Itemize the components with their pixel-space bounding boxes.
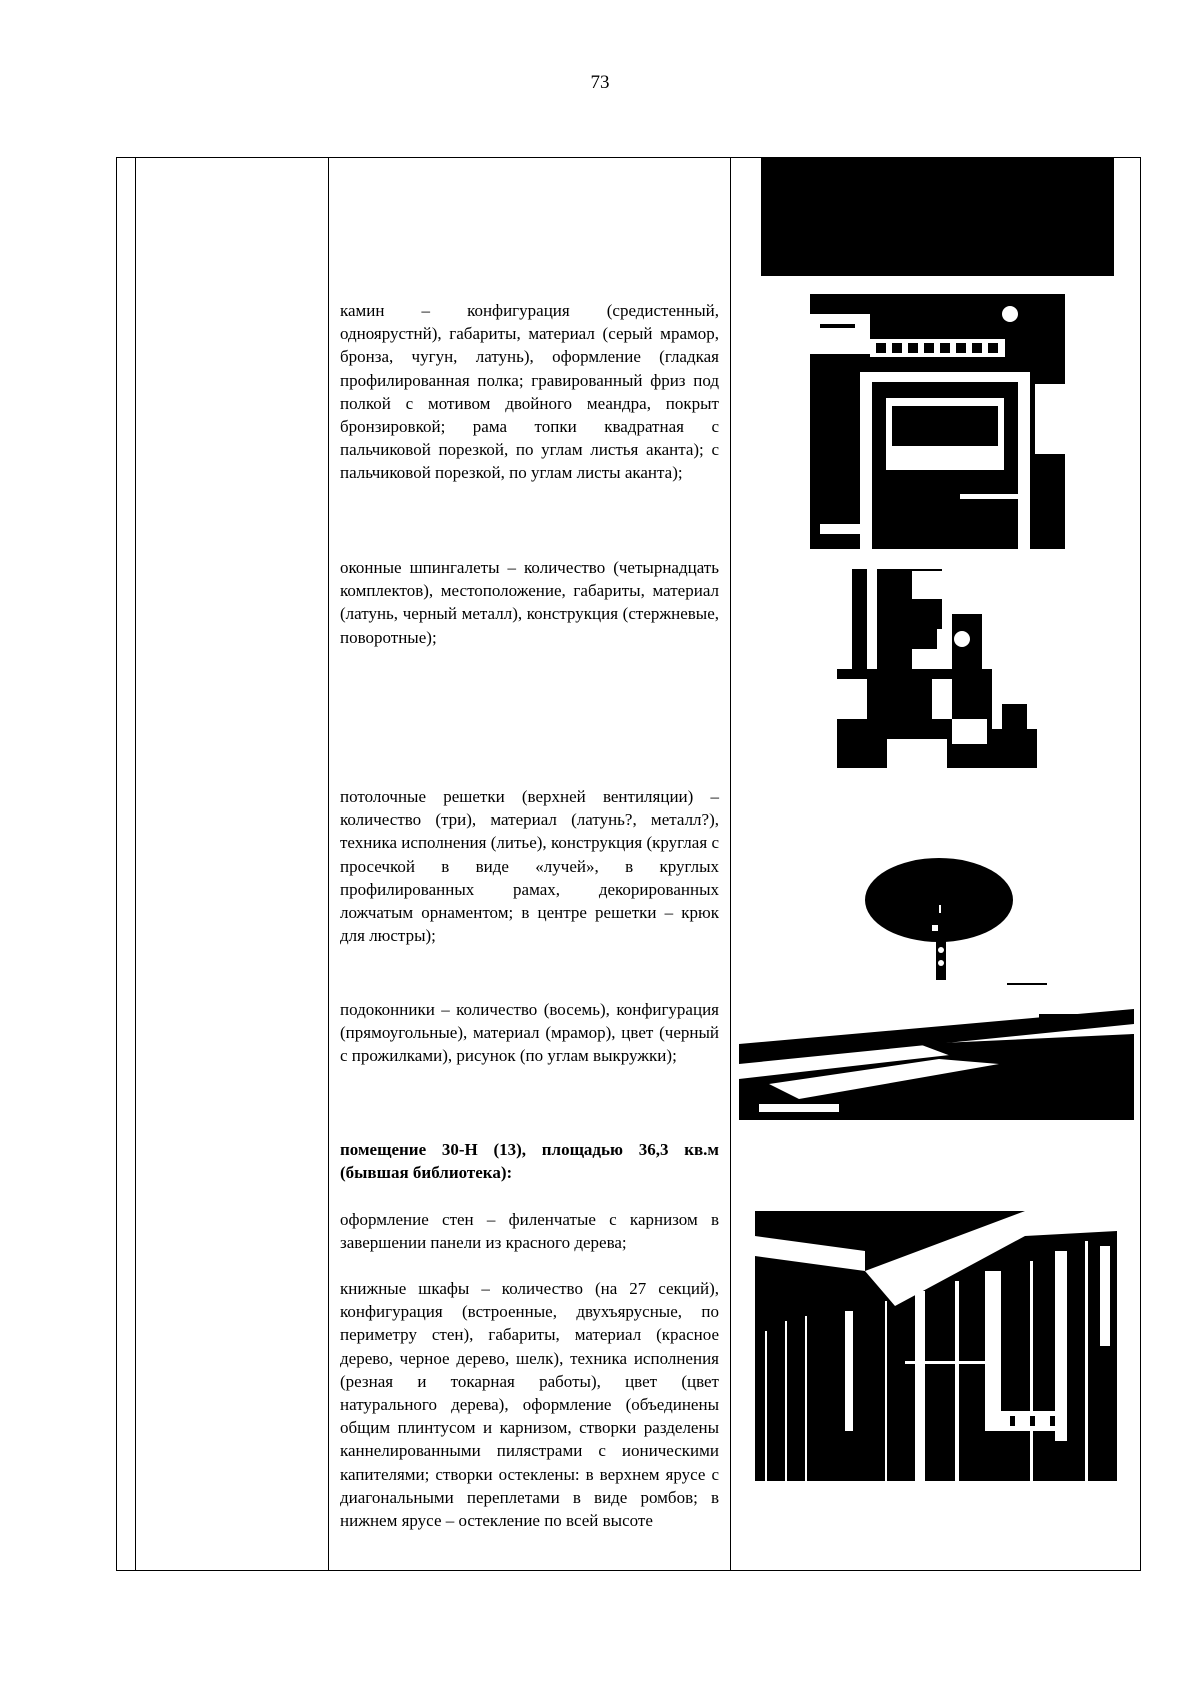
item-bookcases-text: книжные шкафы – количество (на 27 секций), конфигурация (встроенные, двухъярусные, по периметру стен), габариты, материал (красное дерево, черное дерево, шелк), техника исполнения (резная и токарная работы), цвет (цвет натурального дерева), оформление (объединены общим плинтусом и карнизом, створки разделены каннелированными пилястрами с ионическими капителями; створки остеклены: в верхнем ярусе с диагональными переплетами в виде ромбов; в нижнем ярусе – остекление по всей высоте [340, 1279, 719, 1531]
photo-windowsill [739, 1004, 1134, 1120]
column-divider [730, 158, 731, 1570]
item-wall-decor-text: оформление стен – филенчатые с карнизом в завершении панели из красного дерева; [340, 1210, 719, 1253]
photo-top-black [761, 158, 1114, 276]
item-ceiling-grilles-text: потолочные решетки (верхней вентиляции) – количество (три), материал (латунь?, металл?), техника исполнения (литье), конструкция (круглая с просечкой в виде «лучей», в круглых профилированных рамах, декорированных ложчатым орнаментом; в центре решетки – крюк для люстры); [340, 787, 719, 946]
photo-window-latch [837, 569, 1037, 768]
photo-ceiling-grille [859, 855, 1049, 985]
item-window-latches-text: оконные шпингалеты – количество (четырнадцать комплектов), местоположение, габариты, материал (латунь, черный металл), конструкция (стержневые, поворотные); [340, 558, 719, 647]
column-divider [328, 158, 329, 1570]
room-heading: помещение 30-Н (13), площадью 36,3 кв.м (бывшая библиотека): [340, 1140, 719, 1183]
photo-fireplace [810, 294, 1065, 549]
item-windowsills-text: подоконники – количество (восемь), конфигурация (прямоугольные), материал (мрамор), цвет (черный с прожилками), рисунок (по углам выкружки); [340, 1000, 719, 1066]
page-number: 73 [590, 72, 610, 93]
photo-library-bookcases [755, 1211, 1117, 1481]
item-fireplace-text: камин – конфигурация (средистенный, одноярустнй), габариты, материал (серый мрамор, бронза, чугун, латунь), оформление (гладкая профилированная полка; гравированный фриз под полкой с мотивом двойного меандра, покрыт бронзировкой; рама топки квадратная с пальчиковой порезкой, по углам листья аканта); с пальчиковой порезкой, по углам листы аканта); [340, 301, 719, 483]
column-divider [135, 158, 136, 1570]
